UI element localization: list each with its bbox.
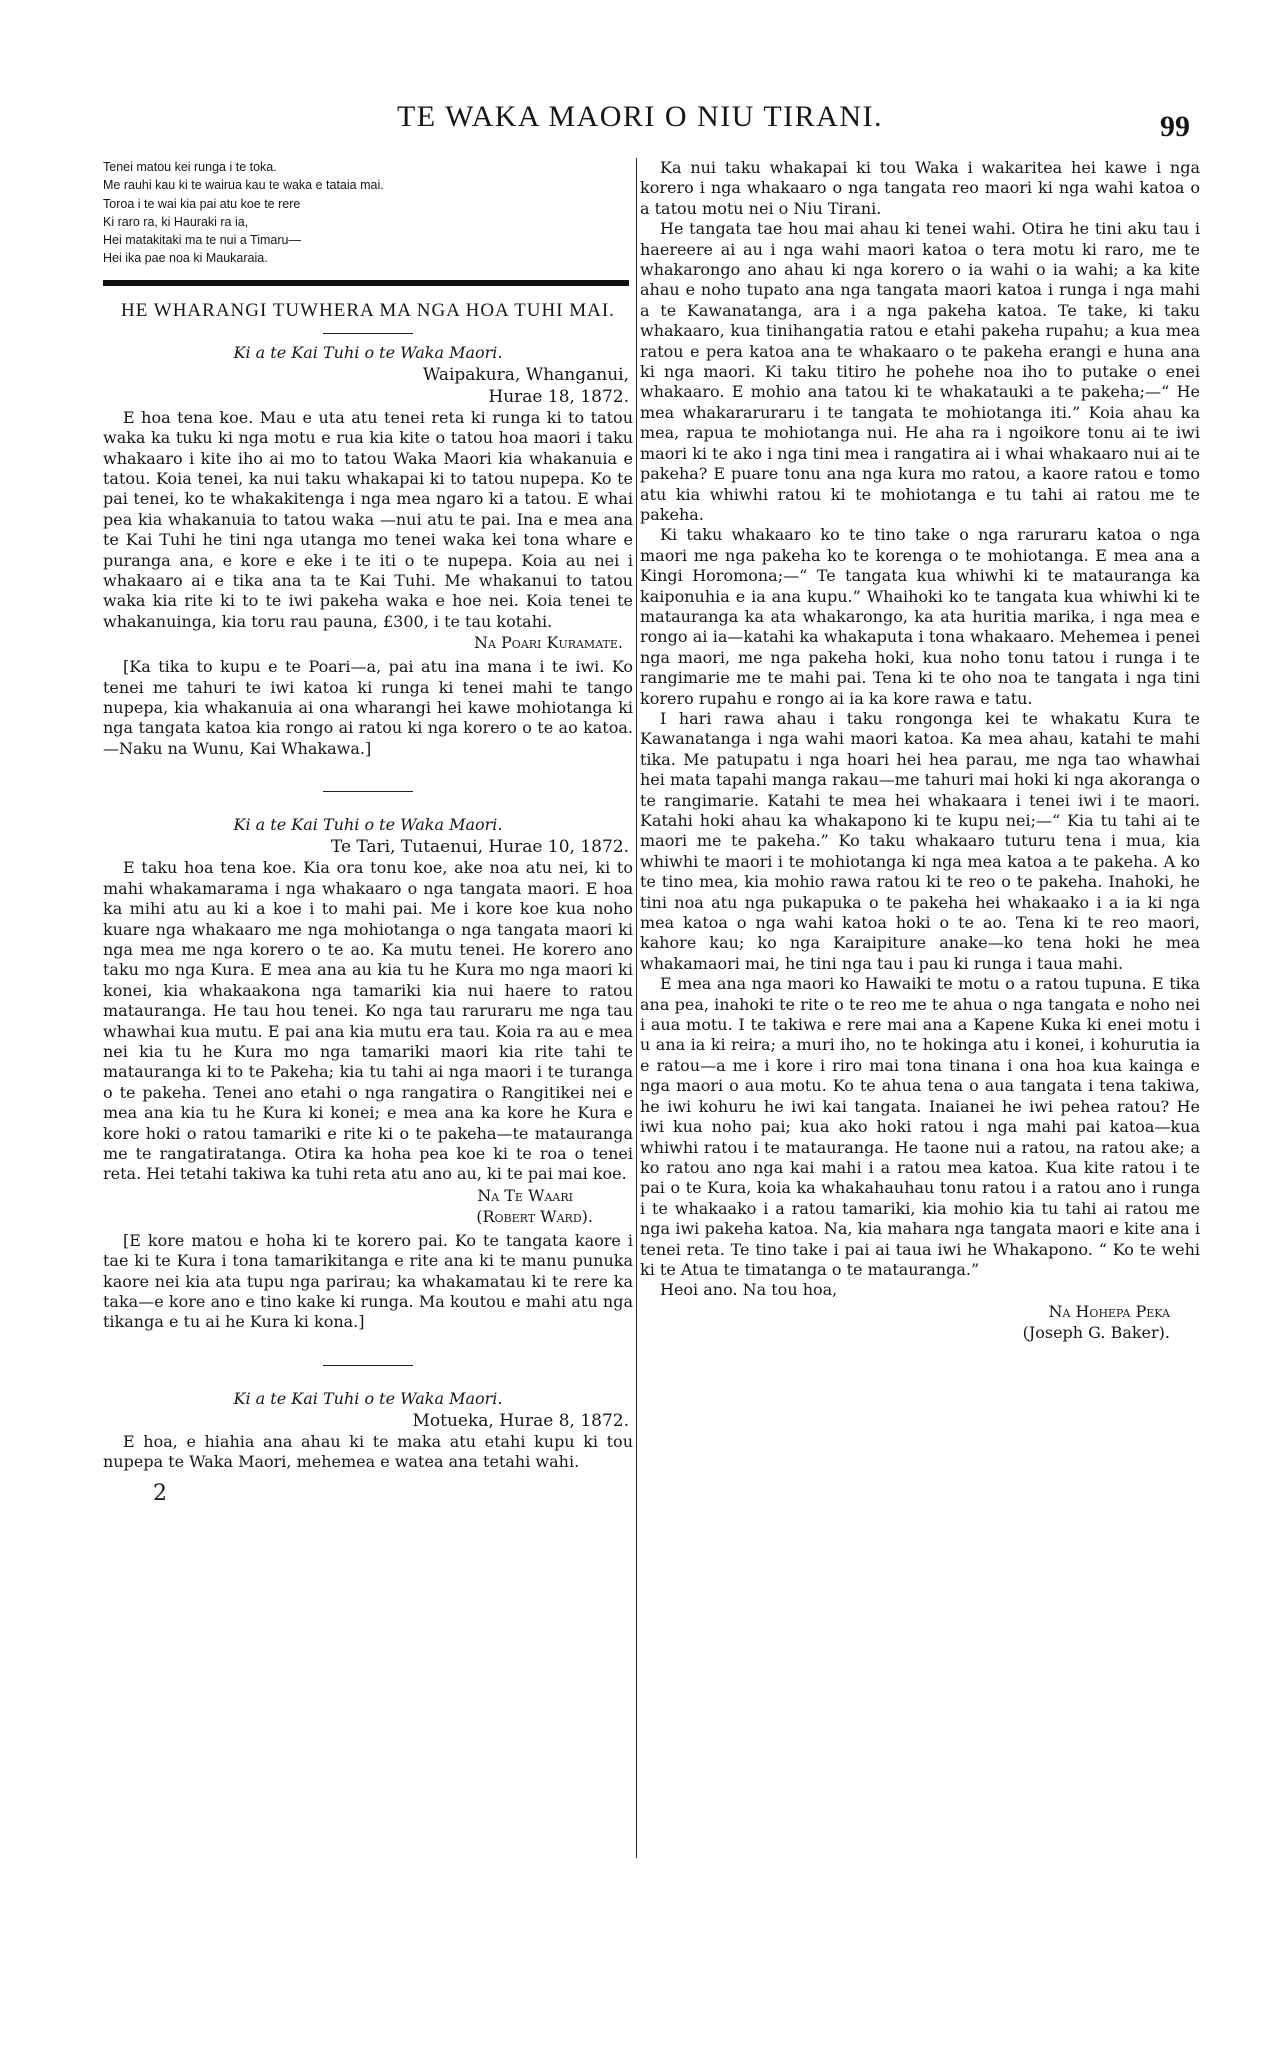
poem-line: Tenei matou kei runga i te toka. xyxy=(103,160,277,174)
left-column xyxy=(103,158,633,1506)
letter3-salutation: Ki a te Kai Tuhi o te Waka Maori. xyxy=(233,1388,503,1408)
short-rule xyxy=(323,791,413,792)
short-rule xyxy=(323,333,413,334)
page-number: 99 xyxy=(1160,110,1190,143)
poem-block xyxy=(103,158,633,268)
right-paragraph: Ki taku whakaaro ko te tino take o nga raruraru katoa o nga maori me nga pakeha ko te korenga o te mohiotanga. E mea ana a Kingi Horomona;—“ Te tangata kua whiwhi ki te matauranga ka kaiponuhia e ia ana kupu.” Whaihoki ko te tangata kua whiwhi ki te matauranga ka ata whakarongo, ka ata huritia marika, i nga mea e rongo ai ia—katahi ka whakaputa i tona whakaaro. Mehemea i penei nga maori, me nga pakeha hoki, kua noho tonu tatou i runga i te rangimarie me te mahi pai. Tena ki te oho noa te tangata i nga tini korero rupahu e rongo ai ia ka kore rawa e tatu. xyxy=(640,525,1200,708)
poem-line: Toroa i te wai kia pai atu koe te rere xyxy=(103,196,301,211)
section-heading: HE WHARANGI TUWHERA MA NGA HOA TUHI MAI. xyxy=(121,299,615,321)
right-column xyxy=(640,158,1200,1343)
signature-mark: 2 xyxy=(153,1480,167,1506)
letter2-signature: Na Te Waari xyxy=(477,1185,573,1205)
right-paragraph: I hari rawa ahau i taku rongonga kei te whakatu Kura te Kawanatanga i nga wahi maori katoa. Ka mea ahau, katahi te mahi tika. Me patupatu i nga hoari hei hea parau, me nga tao whawhai hei mata tapahi manga rakau—me tahuri mai hoki ki nga akoranga o te rangimarie. Katahi te mea hei whakaara i tenei iwi i te maori. Katahi hoki ahau ka whakapono ki te kupu nei;—“ Kia tu tahi ai te maori me te pakeha.” Ko taku whakaaro tuturu tena i mua, kia whiwhi te maori i te mohiotanga ki nga mea katoa a te pakeha. A ko te tino mea, kia mohio rawa ratou ki te reo o te pakeha. Inahoki, he tini noa atu nga pukapuka o te pakeha hei whakaako i a ia ki nga mea katoa o nga wahi katoa hoki o te ao. Tena ki te reo maori, kahore kau; ko nga Karaipiture anake—ko tena hoki he mea whakamaori mai, he tini nga tau i pau ki runga i taua mahi. xyxy=(640,708,1200,973)
section-rule xyxy=(103,280,629,286)
right-paragraph: Ka nui taku whakapai ki tou Waka i wakaritea hei kawe i nga korero i nga whakaaro o nga tangata reo maori ki nga wahi katoa o a tatou motu nei o Niu Tirani. xyxy=(640,158,1200,218)
closing-line: Heoi ano. Na tou hoa, xyxy=(660,1280,838,1300)
letter3-body: E hoa, e hiahia ana ahau ki te maka atu etahi kupu ki tou nupepa te Waka Maori, mehemea e watea ana tetahi wahi. xyxy=(103,1431,633,1472)
poem-line: Ki raro ra, ki Hauraki ra ia, xyxy=(103,214,249,229)
letter2-place-date: Te Tari, Tutaenui, Hurae 10, 1872. xyxy=(330,837,629,858)
right-paragraph: E mea ana nga maori ko Hawaiki te motu o a ratou tupuna. E tika ana pea, inahoki te rite o te reo me te ahua o nga tangata e noho nei i aua motu. I te takiwa e rere mai ana a Kapene Kuka ki enei motu i u ana ia ki reira; a muri iho, no te hokinga atu i konei, i kohurutia ia e ratou—a me i kore i riro mai tona tinana i ona hoa kua kainga e nga maori o aua motu. Ko te ahua tena o aua tangata i tena takiwa, he iwi kohuru he iwi kai tangata. Inaianei he iwi pehea ratou? He iwi kua noho pai; kua ako hoki ratou i nga mahi pai katoa—kua whiwhi ratou i te matauranga. He taone nui a ratou, na ratou ake; a ko ratou ano nga kai mahi i a ratou mea katoa. Kua kite ratou i te pai o te Kura, koia ka whakahauhau tonu ratou i a ratou ano i runga i te whakaako i a ratou tamariki, kia mohio kia tu tahi ai ratou me nga iwi pakeha katoa. Na, kia mahara nga tangata maori e kite ana i tenei reta. Te tino take i pai ai taua iwi he Whakapono. “ Ko te wehi ki te Atua te timatanga o te matauranga.” xyxy=(640,974,1200,1279)
right-signature: Na Hohepa Peka xyxy=(1048,1301,1170,1321)
letter2-editor-note: [E kore matou e hoha ki te korero pai. Ko te tangata kaore i tae ki te Kura i tona tamarikitanga e rite ana ki te manu punuka kaore nei kia ata tupu nga parirau; ka whakamatau ki te rere ka taka—e kore ano e tino kake ki runga. Ma koutou e mahi atu nga tikanga e tu ai he Kura ki kona.] xyxy=(103,1230,633,1332)
letter1-body: E hoa tena koe. Mau e uta atu tenei reta ki runga ki to tatou waka ka tuku ki nga motu e rua kia kite o tatou hoa maori i taku whakaaro i kite iho ai mo to tatou Waka Maori kia whakanuia e tatou. Koia tenei, ka nui taku whakapai ki to tatou nupepa. Ko te pai tenei, ko te whakakitenga i nga mea ngaro ki a tatou. E whai pea kia whakanuia to tatou waka —nui atu te pai. Ina e mea ana te Kai Tuhi he tini nga utanga mo tenei waka kei tona whare e puranga ana, e kore e eke i te iti o te nupepa. Koia au nei i whakaaro ai e tika ana ta te Kai Tuhi. Me whakanui to tatou waka kia rite ki to te iwi pakeha waka e hoe nei. Koia tenei te whakanuinga, kia toru rau pauna, £300, i te tau kotahi. xyxy=(103,407,633,631)
letter2-salutation: Ki a te Kai Tuhi o te Waka Maori. xyxy=(233,815,503,835)
short-rule xyxy=(323,1365,413,1366)
letter1-salutation: Ki a te Kai Tuhi o te Waka Maori. xyxy=(233,342,503,362)
letter1-date: Hurae 18, 1872. xyxy=(488,386,629,407)
letter2-signature-english: (Robert Ward). xyxy=(476,1206,593,1226)
letter1-editor-note: [Ka tika to kupu e te Poari—a, pai atu ina mana i te iwi. Ko tenei me tahuri te iwi katoa ki runga ki tenei mahi te tango nupepa, kia whakanuia ai ona wharangi hei kawe mohiotanga ki nga tangata katoa kia rongo ai ratou ki nga korero o te ao katoa.—Naku na Wunu, Kai Whakawa.] xyxy=(103,657,633,758)
letter2-body: E taku hoa tena koe. Kia ora tonu koe, ake noa atu nei, ki to mahi whakamarama i nga whakaaro o nga tangata maori. E hoa ka mihi atu au ki a koe i to mahi pai. Me i kore koe kua noho kuare nga whakaaro me nga mohiotanga o nga tangata maori ki nga mea me nga korero o te ao. Ka mutu tenei. He korero ano taku mo nga Kura. E mea ana au kia tu he Kura mo nga maori ki konei, kia whakaakona nga tamariki kia nui haere to ratou matauranga. He tau hou tenei. Ko nga tau raruraru me nga tau whawhai kua mutu. E pai ana kia mutu era tau. Koia ra au e mea nei kia tu he Kura mo nga tamariki maori kia rite tahi te matauranga ki to te Pakeha; kia tu tahi ai nga maori i te turanga o te pakeha. Tenei ano etahi o nga rangatira o Rangitikei nei e mea ana kia tu he Kura ki konei; e mea ana ka kore he Kura e kore hoki o ratou tamariki e rite ki o te pakeha—te matauranga me te rangatiratanga. Otira ka hoha pea koe ki te roa o tenei reta. Hei tetahi takiwa ka tuhi reta atu ano au, ki te pai mai koe. xyxy=(103,858,633,1184)
poem-line: Hei ika pae noa ki Maukaraia. xyxy=(103,251,268,266)
poem-line: Hei matakitaki ma te nui a Timaru— xyxy=(103,233,301,248)
right-signature-english: (Joseph G. Baker). xyxy=(1022,1322,1170,1342)
letter1-signature: Na Poari Kuramate. xyxy=(474,633,623,653)
poem-line: Me rauhi kau ki te wairua kau te waka e tataia mai. xyxy=(103,178,384,193)
letter3-place-date: Motueka, Hurae 8, 1872. xyxy=(412,1410,629,1431)
column-divider xyxy=(636,158,637,1858)
letter1-place: Waipakura, Whanganui, xyxy=(422,364,629,385)
running-title: TE WAKA MAORI O NIU TIRANI. xyxy=(396,100,884,133)
right-paragraph: He tangata tae hou mai ahau ki tenei wahi. Otira he tini aku tau i haereere ai au i nga wahi maori katoa o tera motu ki raro, me te whakarongo ano ahau ki nga korero o ia wahi o ia wahi; a ka kite ahau e noho tupato ana nga tangata maori katoa i runga i nga mahi a te Kawanatanga, ara i a nga pakeha katoa. Te take, ki taku whakaaro, kua tinihangatia ratou e etahi pakeha rupahu; a kua mea ratou e pera katoa ana te whakaaro o te pakeha erangi e huna ana ki nga maori. Ki taku titiro he pohehe noa iho to putake o enei whakaaro. E mohio ana tatou ki te whakatauki a te pakeha;—“ He mea whakararuraru i te tangata te mohiotanga iti.” Koia ahau ka mea, rapua te mohiotanga nui. He aha ra i ngoikore tonu ai te iwi maori ki te ako i nga tini mea i rangatira ai i whai whakaaro nui ai te pakeha? E puare tonu ana nga kura mo ratou, a kaore ratou e tomo atu kia whiwhi ratou ki te mohiotanga e tu tahi ai ratou me te pakeha. xyxy=(640,219,1200,524)
